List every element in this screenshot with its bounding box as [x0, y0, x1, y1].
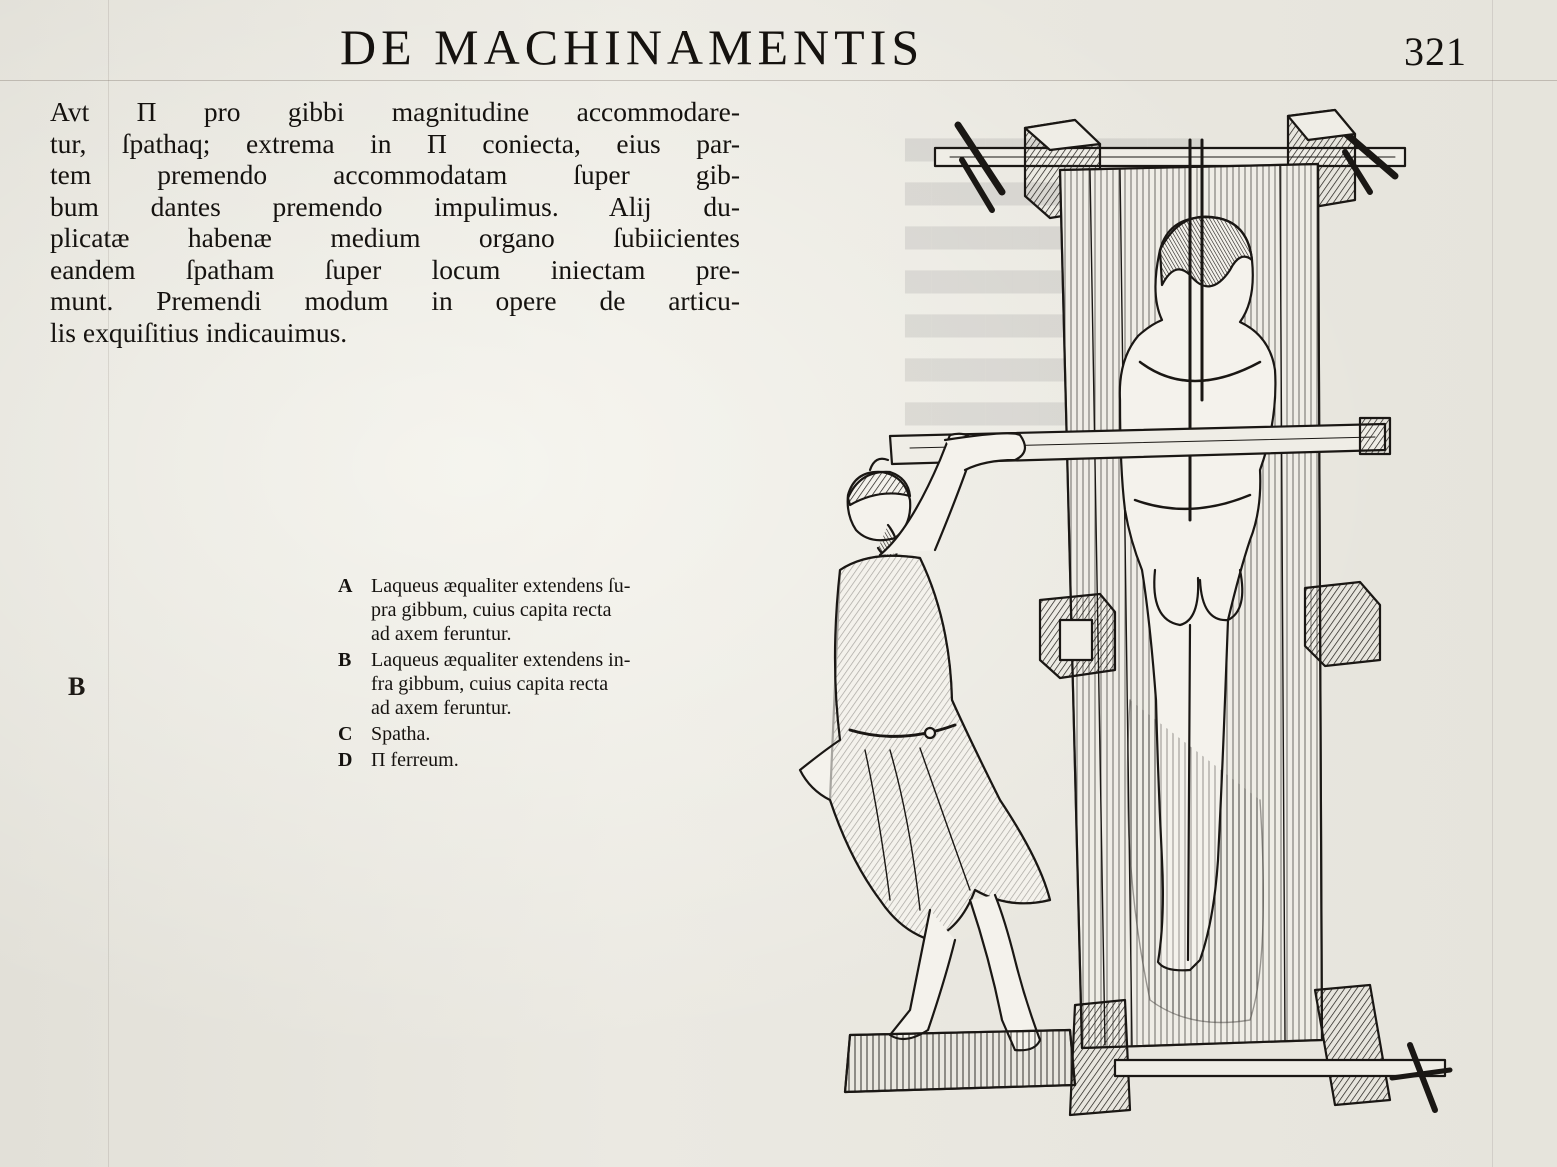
right-margin-rule — [1492, 0, 1493, 1167]
legend-text — [371, 722, 430, 746]
legend-line: ad axem feruntur. — [371, 697, 512, 719]
text-line: munt. Premendi modum in opere de articu- — [50, 285, 740, 316]
main-paragraph — [50, 96, 740, 348]
legend-line: Π ferreum. — [371, 749, 459, 771]
legend-letter: C — [338, 723, 353, 745]
text-line: lis exquiſitius indicauimus. — [50, 316, 348, 348]
legend-line: pra gibbum, cuius capita recta — [371, 599, 612, 621]
legend-letter: B — [338, 649, 352, 671]
legend-letter: A — [338, 575, 353, 597]
legend-item-d — [338, 748, 738, 772]
text-line: Avt Π pro gibbi magnitudine accommodare- — [50, 96, 740, 127]
legend-line: Spatha. — [371, 723, 431, 745]
text-line: eandem ſpatham ſuper locum iniectam pre- — [50, 253, 740, 285]
show-through-ghost: ▀▀▀▀▀▀▀▀▀▀▀ ▀▀▀▀▀▀▀▀▀▀▀ ▀▀▀▀▀▀▀▀▀▀▀ ▀▀▀▀▀▀▀▀▀▀▀ ▀▀▀▀▀▀▀▀▀▀▀ — [905, 228, 1202, 446]
legend-line: fra gibbum, cuius capita recta — [371, 673, 609, 695]
legend-item-b — [338, 648, 738, 720]
legend-text — [371, 574, 630, 646]
legend-letter: D — [338, 749, 353, 771]
page-number: 321 — [1404, 29, 1467, 74]
text-line: bum dantes premendo impulimus. Alij du- — [50, 190, 740, 222]
woodcut-traction-frame-illustration — [770, 100, 1490, 1160]
legend-line: Laqueus æqualiter extendens in- — [371, 649, 631, 671]
legend-text — [371, 748, 459, 772]
text-line: tem premendo accommodatam ſuper gib- — [50, 159, 740, 190]
legend-line: Laqueus æqualiter extendens ſu- — [371, 575, 631, 597]
legend-text — [371, 648, 630, 720]
legend-item-c — [338, 722, 738, 746]
top-rule — [0, 80, 1557, 81]
text-line: tur, ſpathaq; extrema in Π coniecta, eius par- — [50, 127, 740, 159]
figure-legend — [338, 574, 738, 774]
legend-line: ad axem feruntur. — [371, 623, 512, 645]
legend-item-a — [338, 574, 738, 646]
margin-mark: B — [68, 672, 86, 701]
text-line: plicatæ habenæ medium organo ſubiicientes — [50, 222, 740, 253]
running-title: DE MACHINAMENTIS — [340, 19, 925, 75]
